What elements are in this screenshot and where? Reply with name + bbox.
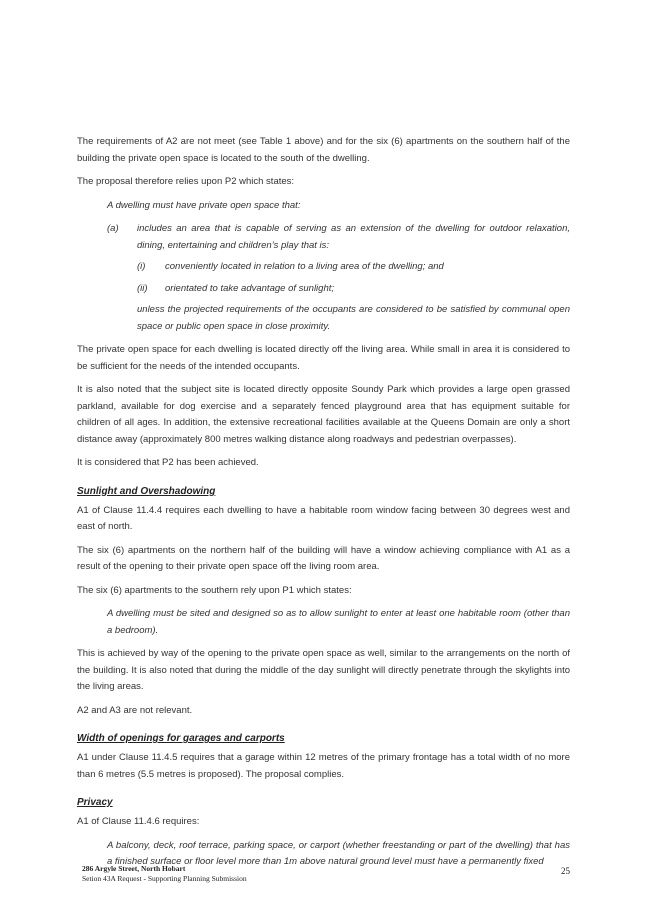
subclause-text: conveniently located in relation to a living area of the dwelling; and	[165, 261, 444, 272]
paragraph: A1 of Clause 11.4.4 requires each dwelling to have a habitable room window facing between 30 degrees west and east of north.	[77, 504, 570, 532]
paragraph: A1 of Clause 11.4.6 requires:	[77, 816, 200, 827]
heading-width-openings: Width of openings for garages and carports	[77, 733, 285, 744]
paragraph: A1 under Clause 11.4.5 requires that a garage within 12 metres of the primary frontage has a total width of no more than 6 metres (5.5 metres is proposed). The proposal complies.	[77, 752, 570, 780]
heading-privacy: Privacy	[77, 797, 113, 808]
subclause-number: (ii)	[137, 282, 148, 294]
page-footer	[82, 864, 570, 884]
paragraph: The proposal therefore relies upon P2 which states:	[77, 176, 295, 187]
footer-subtitle: Setion 43A Request - Supporting Planning Submission	[82, 874, 247, 883]
paragraph: The requirements of A2 are not meet (see Table 1 above) and for the six (6) apartments on the southern half of the building the private open space is located to the south of the dwelling.	[77, 136, 570, 164]
paragraph: The six (6) apartments on the northern half of the building will have a window achieving compliance with A1 as a result of the opening to their private open space off the living room area.	[77, 544, 570, 572]
clause-number: (a)	[107, 223, 119, 234]
subclause-i	[137, 259, 570, 276]
quote-unless: unless the projected requirements of the occupants are considered to be satisfied by communal open space or public open space in close proximity.	[137, 304, 570, 332]
subclause-text: orientated to take advantage of sunlight;	[165, 282, 335, 294]
quote: A balcony, deck, roof terrace, parking space, or carport (whether freestanding or part of the dwelling) that has a finished surface or floor level more than 1m above natural ground level must have a permanently fixed	[107, 839, 570, 867]
subclause-number: (i)	[137, 261, 146, 272]
paragraph: It is also noted that the subject site is located directly opposite Soundy Park which provides a large open grassed parkland, available for dog exercise and a separately fenced playground area that has equipment suitable for children of all ages. In addition, the extensive recreational facilities available at the Queens Domain are only a short distance away (approximately 800 metres walking distance along roadways and pedestrian overpasses).	[77, 384, 570, 445]
subclause-ii	[137, 281, 570, 298]
clause-a	[107, 221, 570, 254]
footer-address: 286 Argyle Street, North Hobart	[82, 864, 186, 873]
page-number: 25	[561, 866, 570, 876]
quote: A dwelling must be sited and designed so as to allow sunlight to enter at least one habitable room (other than a bedroom).	[107, 608, 570, 636]
paragraph: It is considered that P2 has been achieved.	[77, 457, 259, 468]
document-body	[77, 134, 570, 878]
clause-text: includes an area that is capable of serving as an extension of the dwelling for outdoor relaxation, dining, entertaining and children’s play that is:	[137, 223, 570, 251]
paragraph: The six (6) apartments to the southern rely upon P1 which states:	[77, 584, 352, 596]
paragraph: The private open space for each dwelling is located directly off the living area. While small in area it is considered to be sufficient for the needs of the intended occupants.	[77, 344, 570, 372]
heading-sunlight: Sunlight and Overshadowing	[77, 485, 216, 497]
paragraph: This is achieved by way of the opening to the private open space as well, similar to the arrangements on the north of the building. It is also noted that during the middle of the day sunlight will directly penetrate through the skylights into the living areas.	[77, 648, 570, 692]
quote-intro: A dwelling must have private open space that:	[107, 199, 301, 211]
paragraph: A2 and A3 are not relevant.	[77, 704, 193, 716]
